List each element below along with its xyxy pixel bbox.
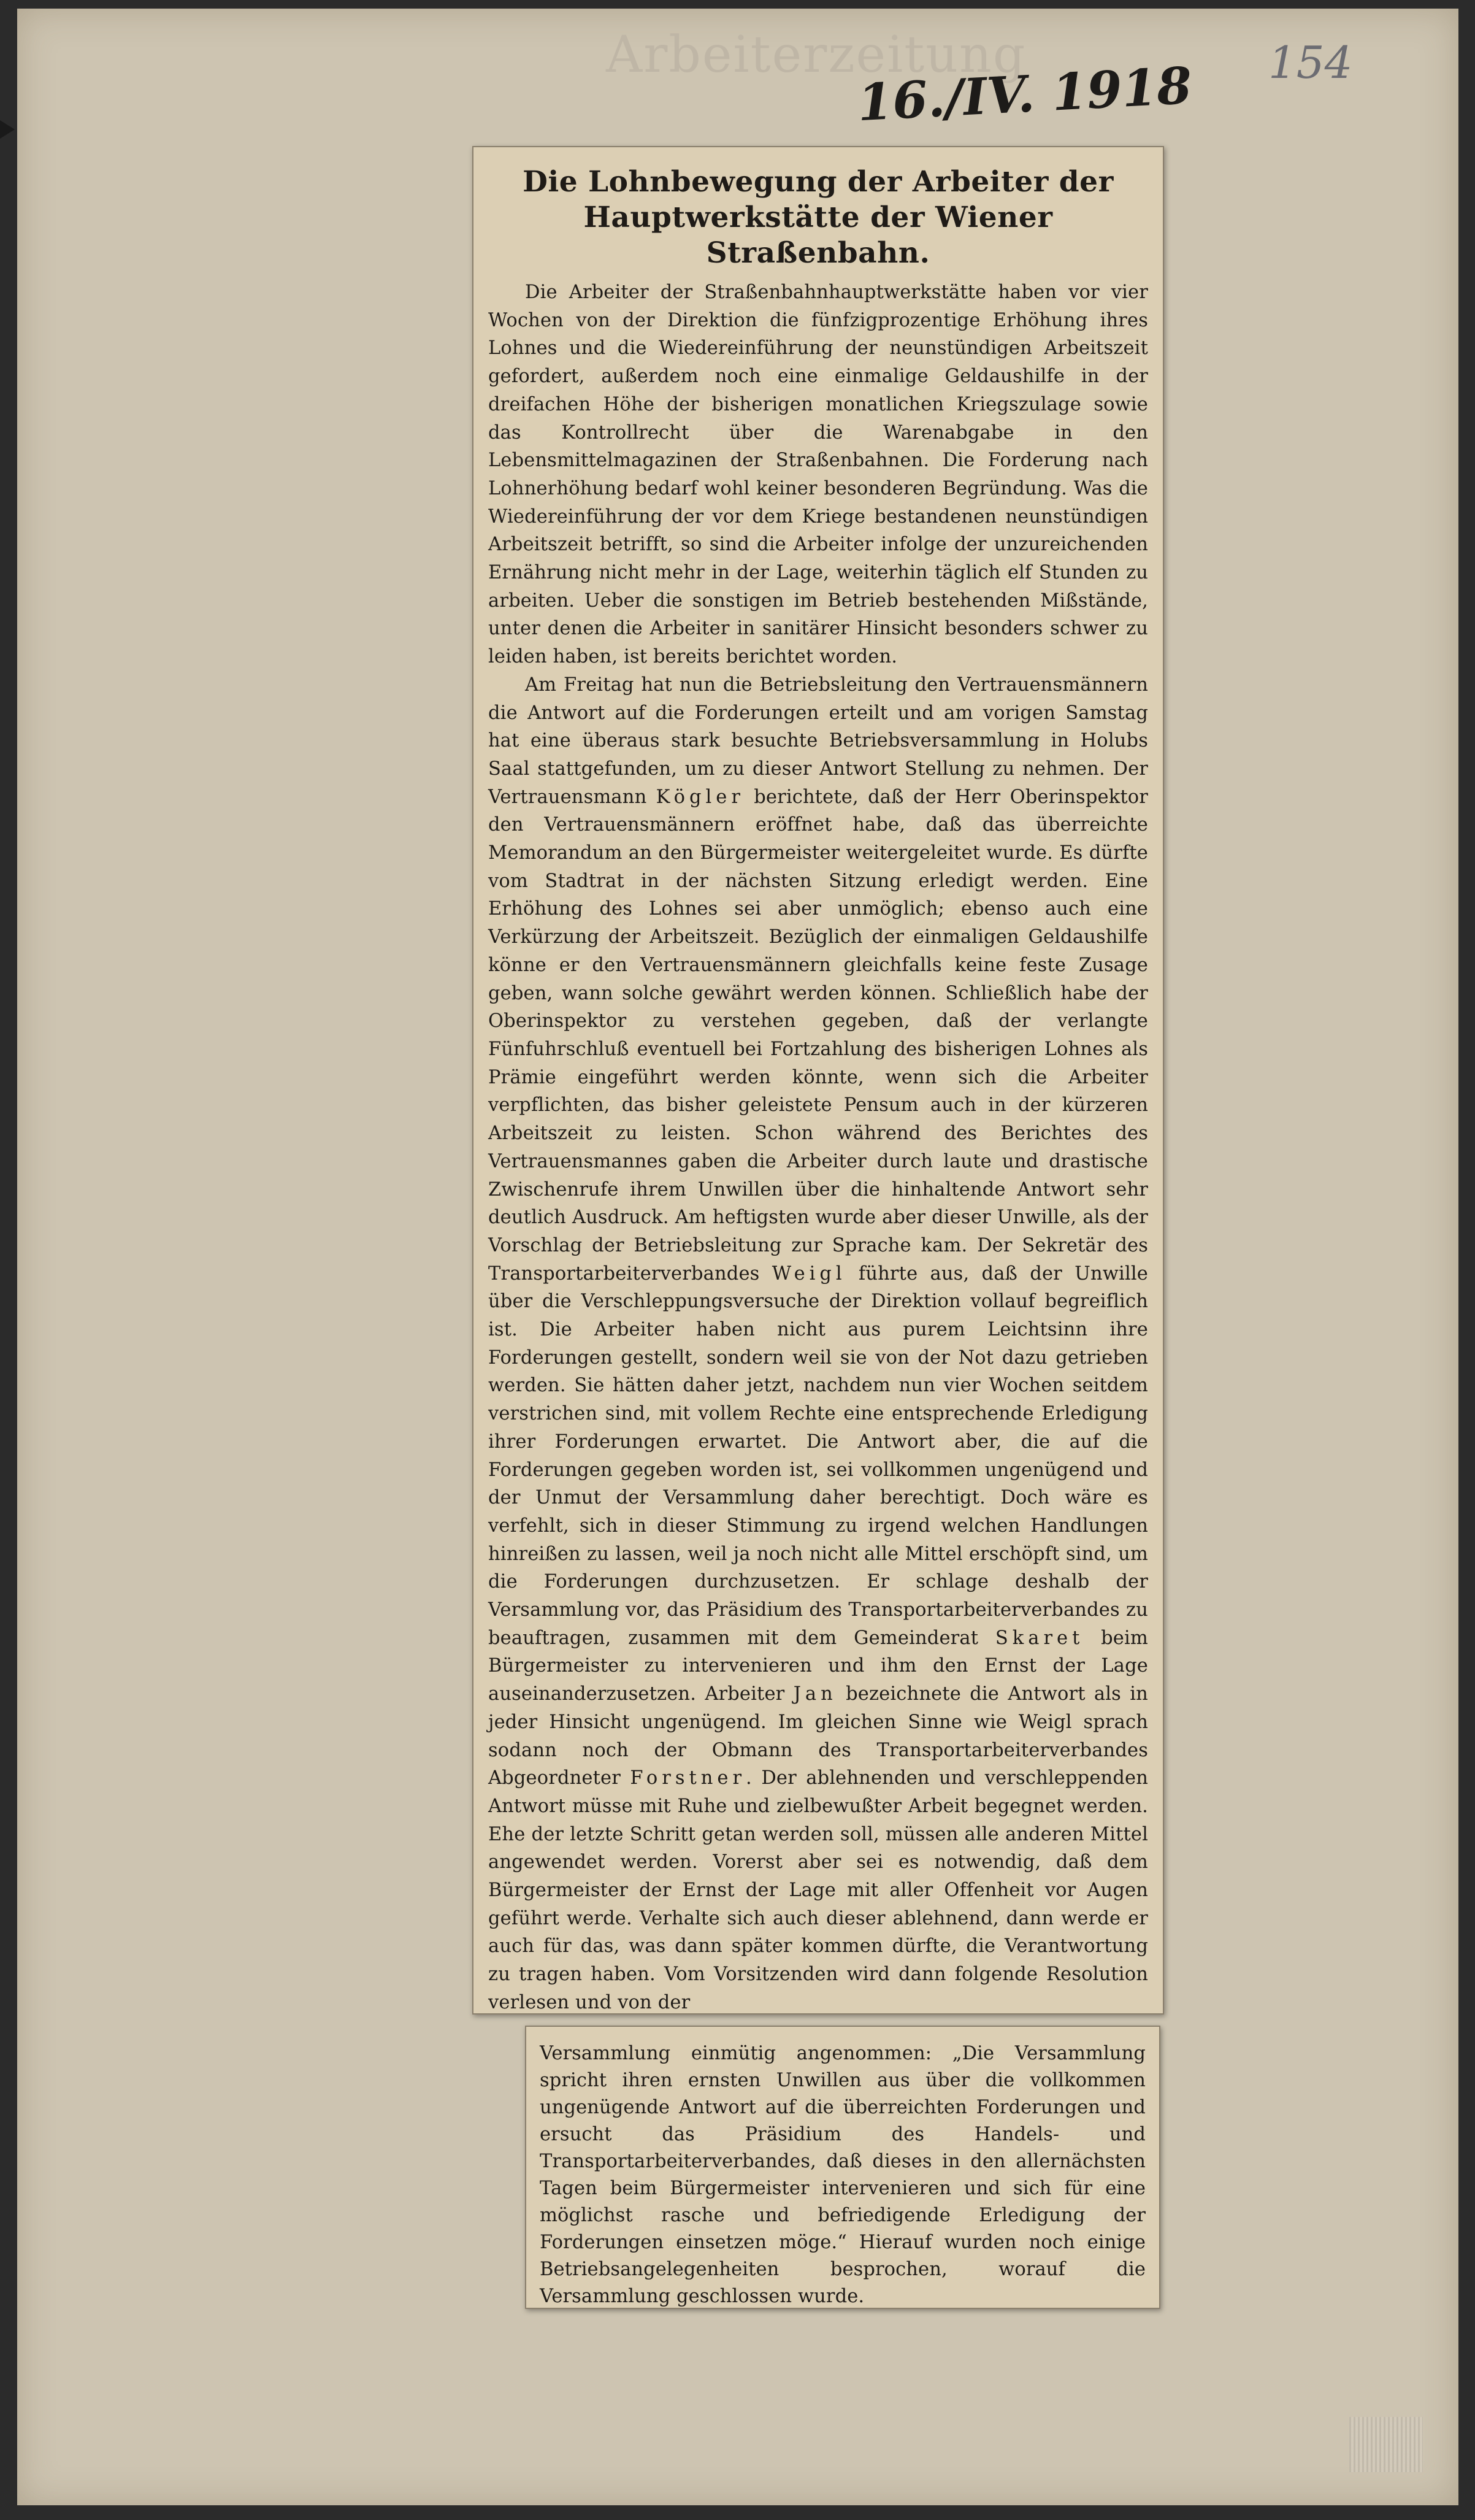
article-clipping	[472, 146, 1164, 2015]
archive-corner-mark	[1349, 2417, 1423, 2472]
p2-part-c: führte aus, daß der Unwille über die Verschleppungsversuche der Direktion vollauf begreiflich ist. Die Arbeiter haben nicht aus purem Leichtsinn ihre Forderungen gestellt, sondern weil sie von der Not dazu getrieben werden. Sie hätten daher jetzt, nachdem nun vier Wochen seitdem verstrichen sind, mit vollem Rechte eine entsprechende Erledigung ihrer Forderungen erwartet. Die Antwort aber, die auf die Forderungen gegeben worden ist, sei vollkommen ungenügend und der Unmut der Versammlung daher berechtigt. Doch wäre es verfehlt, sich in dieser Stimmung zu irgend welchen Handlungen hinreißen zu lassen, weil ja noch nicht alle Mittel erschöpft sind, um die Forderungen durchzusetzen. Er schlage deshalb der Versammlung vor, das Präsidium des Transportarbeiterverbandes zu beauftragen, zusammen mit dem Gemeinderat	[488, 1262, 1148, 1649]
p2-part-d: beim Bürgermeister zu intervenieren und ihm den Ernst der Lage auseinanderzusetzen. Arbeiter	[488, 1627, 1148, 1705]
paragraph-2	[488, 671, 1148, 2015]
paragraph-1: Die Arbeiter der Straßenbahnhauptwerkstätte haben vor vier Wochen von der Direktion die fünfzigprozentige Erhöhung ihres Lohnes und die Wiedereinführung der neunstündigen Arbeitszeit gefordert, außerdem noch eine einmalige Geldaushilfe in der dreifachen Höhe der bisherigen monatlichen Kriegszulage sowie das Kontrollrecht über die Warenabgabe in den Lebensmittelmagazinen der Straßenbahnen. Die Forderung nach Lohnerhöhung bedarf wohl keiner besonderen Begründung. Was die Wiedereinführung der vor dem Kriege bestandenen neunstündigen Arbeitszeit betrifft, so sind die Arbeiter infolge der unzureichenden Ernährung nicht mehr in der Lage, weiterhin täglich elf Stunden zu arbeiten. Ueber die sonstigen im Betrieb bestehenden Mißstände, unter denen die Arbeiter in sanitärer Hinsicht besonders schwer zu leiden haben, ist bereits berichtet worden.	[488, 282, 1148, 668]
article-headline: Die Lohnbewegung der Arbeiter der Hauptwerkstätte der Wiener Straßenbahn.	[523, 165, 1114, 270]
p2-part-e: bezeichnete die Antwort als in jeder Hinsicht ungenügend. Im gleichen Sinne wie Weigl sprach sodann noch der Obmann des Transportarbeiterverbandes Abgeordneter	[488, 1683, 1148, 1789]
p2-part-f: . Der ablehnenden und verschleppenden Antwort müsse mit Ruhe und zielbewußter Arbeit begegnet werden. Ehe der letzte Schritt getan werden soll, müssen alle anderen Mittel angewendet werden. Vorerst aber sei es notwendig, daß dem Bürgermeister der Ernst der Lage mit aller Offenheit vor Augen geführt werde. Verhalte sich auch dieser ablehnend, dann werde er auch für das, was dann später kommen dürfte, die Verantwortung zu tragen haben. Vom Vorsitzenden wird dann folgende Resolution verlesen und von der	[488, 1767, 1148, 2013]
p2-part-b: berichtete, daß der Herr Oberinspektor den Vertrauensmännern eröffnet habe, daß das überreichte Memorandum an den Bürgermeister weitergeleitet wurde. Es dürfte vom Stadtrat in der nächsten Sitzung erledigt werden. Eine Erhöhung des Lohnes sei aber unmöglich; ebenso auch eine Verkürzung der Arbeitszeit. Bezüglich der einmaligen Geldaushilfe könne er den Vertrauensmännern gleichfalls keine feste Zusage geben, wann solche gewährt werden können. Schließlich habe der Oberinspektor zu verstehen gegeben, daß der verlangte Fünfuhrschluß eventuell bei Fortzahlung des bisherigen Lohnes als Prämie eingeführt werden könnte, wenn sich die Arbeiter verpflichten, das bisher geleistete Pensum auch in der kürzeren Arbeitszeit zu leisten. Schon während des Berichtes des Vertrauensmannes gaben die Arbeiter durch laute und drastische Zwischenrufe ihrem Unwillen über die hinhaltende Antwort sehr deutlich Ausdruck. Am heftigsten wurde aber dieser Unwille, als der Vorschlag der Betriebsleitung zur Sprache kam. Der Sekretär des Transportarbeiterverbandes	[488, 786, 1148, 1285]
article-body	[488, 279, 1148, 2015]
p2-part-a: Am Freitag hat nun die Betriebsleitung den Vertrauensmännern die Antwort auf die Forderungen erteilt und am vorigen Samstag hat eine überaus stark besuchte Betriebsversammlung in Holubs Saal stattgefunden, um zu dieser Antwort Stellung zu nehmen. Der Vertrauensmann	[488, 674, 1148, 808]
name-weigl: Weigl	[772, 1262, 846, 1285]
name-skaret: Skaret	[995, 1627, 1084, 1649]
name-jan: Jan	[793, 1683, 837, 1705]
article-continuation-clipping	[525, 2026, 1160, 2309]
newspaper-stamp: Arbeiterzeitung	[606, 26, 1027, 84]
name-koegler: Kögler	[656, 786, 745, 808]
binding-mark	[0, 120, 15, 139]
page-number: 154	[1268, 37, 1353, 88]
name-forstner: Forstner	[630, 1767, 746, 1789]
handwritten-date: 16./IV. 1918	[856, 56, 1193, 133]
continuation-text: Versammlung einmütig angenommen: „Die Versammlung spricht ihren ernsten Unwillen aus über die vollkommen ungenügende Antwort auf die überreichten Forderungen und ersucht das Präsidium des Handels- und Transportarbeiterverbandes, daß dieses in den allernächsten Tagen beim Bürgermeister intervenieren und sich für eine möglichst rasche und befriedigende Erledigung der Forderungen einsetzen möge.“ Hierauf wurden noch einige Betriebsangelegenheiten besprochen, worauf die Versammlung geschlossen wurde.	[540, 2043, 1146, 2307]
